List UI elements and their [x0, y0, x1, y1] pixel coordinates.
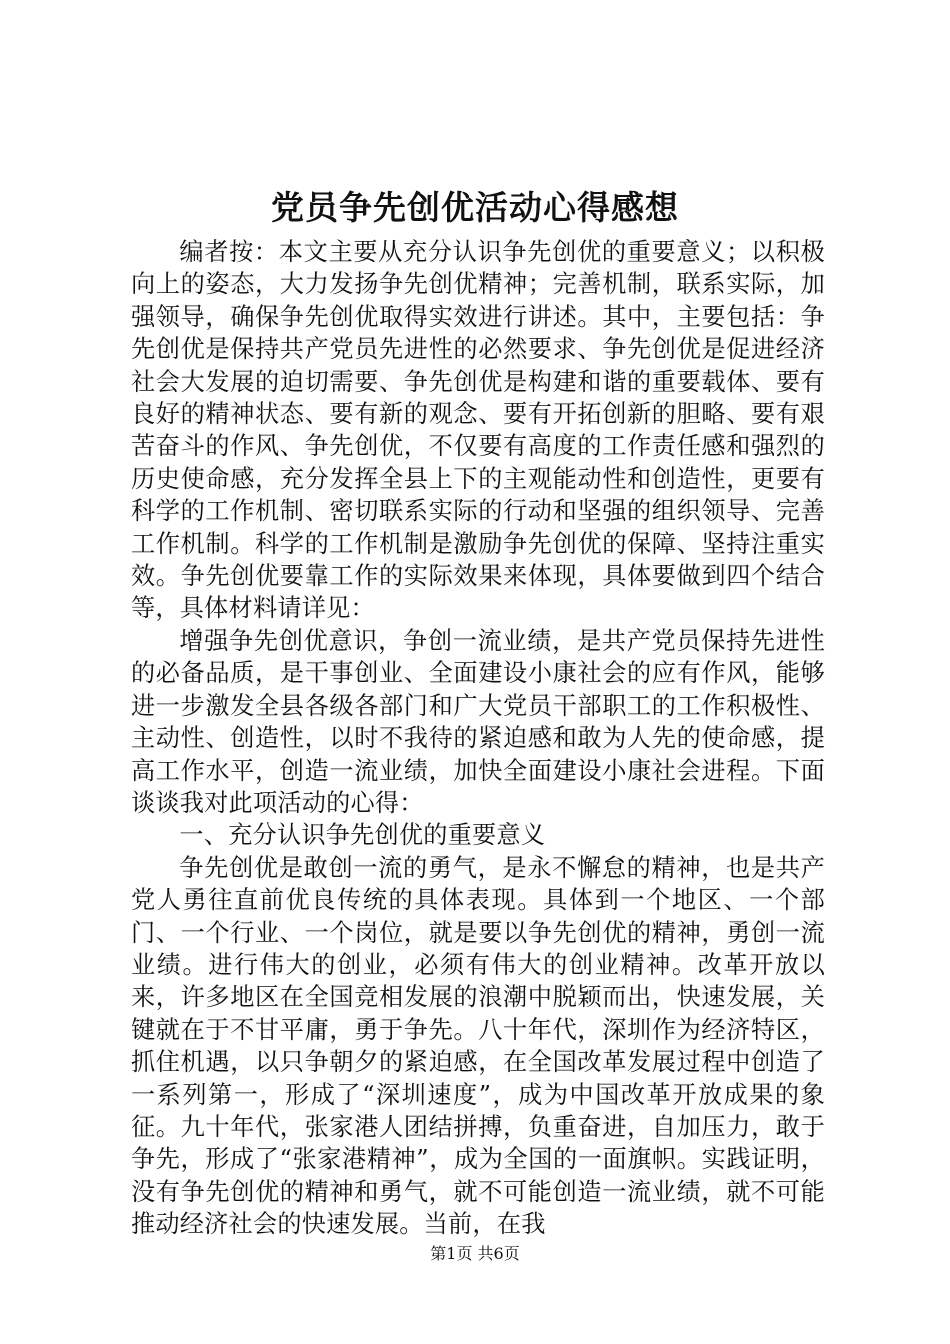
intro-paragraph: 增强争先创优意识，争创一流业绩，是共产党员保持先进性的必备品质，是干事创业、全面建设小康社会的应有作风，能够进一步激发全县各级各部门和广大党员干部职工的工作积极性、主动性、创造性，以时不我待的紧迫感和敢为人先的使命感，提高工作水平，创造一流业绩，加快全面建设小康社会进程。下面谈谈我对此项活动的心得：: [131, 626, 825, 817]
editor-note-paragraph: 编者按：本文主要从充分认识争先创优的重要意义；以积极向上的姿态，大力发扬争先创优精神；完善机制，联系实际，加强领导，确保争先创优取得实效进行讲述。其中，主要包括：争先创优是保持共产党员先进性的必然要求、争先创优是促进经济社会大发展的迫切需要、争先创优是构建和谐的重要载体、要有良好的精神状态、要有新的观念、要有开拓创新的胆略、要有艰苦奋斗的作风、争先创优，不仅要有高度的工作责任感和强烈的历史使命感，充分发挥全县上下的主观能动性和创造性，更要有科学的工作机制、密切联系实际的行动和坚强的组织领导、完善工作机制。科学的工作机制是激励争先创优的保障、坚持注重实效。争先创优要靠工作的实际效果来体现，具体要做到四个结合等，具体材料请详见：: [131, 238, 825, 623]
document-title: 党员争先创优活动心得感想: [271, 188, 679, 227]
section-heading: 一、充分认识争先创优的重要意义: [179, 821, 546, 850]
page-footer: 第1页 共6页: [430, 1244, 520, 1263]
body-paragraph: 争先创优是敢创一流的勇气，是永不懈怠的精神，也是共产党人勇往直前优良传统的具体表现。具体到一个地区、一个部门、一个行业、一个岗位，就是要以争先创优的精神，勇创一流业绩。进行伟大的创业，必须有伟大的创业精神。改革开放以来，许多地区在全国竞相发展的浪潮中脱颖而出，快速发展，关键就在于不甘平庸，勇于争先。八十年代，深圳作为经济特区，抓住机遇，以只争朝夕的紧迫感，在全国改革发展过程中创造了一系列第一，形成了“深圳速度”，成为中国改革开放成果的象征。九十年代，张家港人团结拼搏，负重奋进，自加压力，敢于争先，形成了“张家港精神”，成为全国的一面旗帜。实践证明，没有争先创优的精神和勇气，就不可能创造一流业绩，就不可能推动经济社会的快速发展。当前，在我: [131, 853, 825, 1239]
document-body: [131, 236, 825, 1241]
